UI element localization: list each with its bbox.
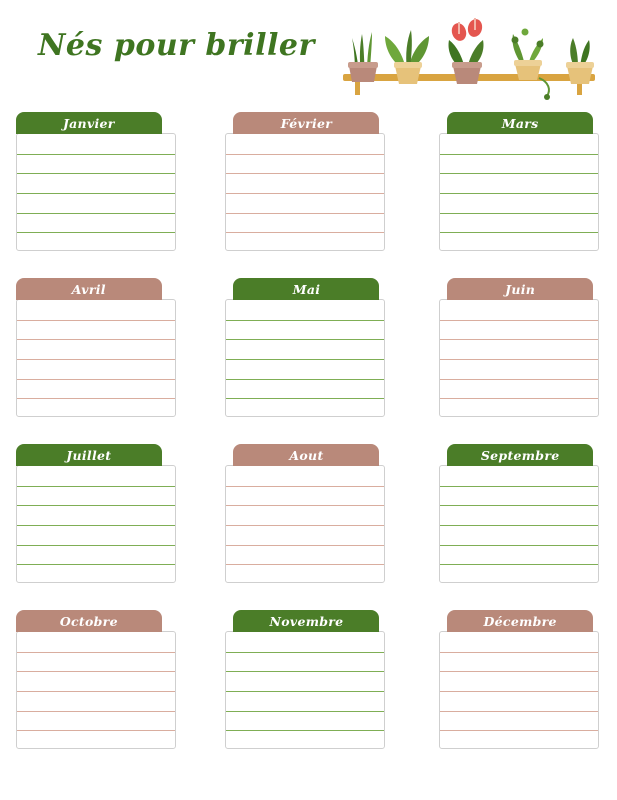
- month-card: [425, 444, 603, 610]
- note-rule: [440, 545, 598, 546]
- month-tab: [447, 610, 593, 632]
- note-rule: [440, 525, 598, 526]
- month-card: [219, 610, 397, 776]
- month-label: Janvier: [62, 115, 115, 131]
- month-label: Aout: [289, 447, 324, 463]
- note-rule: [440, 154, 598, 155]
- note-rule: [440, 232, 598, 233]
- month-tab: [233, 610, 379, 632]
- note-rule: [226, 154, 384, 155]
- note-rule: [440, 505, 598, 506]
- note-rule: [226, 232, 384, 233]
- note-rule: [226, 505, 384, 506]
- note-rule: [440, 691, 598, 692]
- note-rule: [17, 193, 175, 194]
- note-rule: [226, 173, 384, 174]
- month-card: [219, 278, 397, 444]
- month-label: Juillet: [66, 447, 112, 463]
- month-label: Octobre: [59, 613, 118, 629]
- month-tab: [233, 112, 379, 134]
- note-rule: [17, 730, 175, 731]
- month-notes-area[interactable]: [225, 631, 385, 749]
- month-notes-area[interactable]: [225, 299, 385, 417]
- month-label: Avril: [71, 281, 106, 297]
- month-card: [14, 278, 192, 444]
- note-rule: [226, 711, 384, 712]
- note-rule: [226, 213, 384, 214]
- month-label: Mai: [292, 281, 321, 297]
- month-tab: [16, 278, 162, 300]
- note-rule: [440, 711, 598, 712]
- month-label: Décembre: [483, 613, 557, 629]
- month-label: Mars: [501, 115, 539, 131]
- month-card: [14, 444, 192, 610]
- note-rule: [226, 691, 384, 692]
- note-rule: [440, 564, 598, 565]
- month-label: Février: [280, 115, 333, 131]
- note-rule: [226, 486, 384, 487]
- note-rule: [440, 213, 598, 214]
- month-notes-area[interactable]: [439, 465, 599, 583]
- note-rule: [226, 320, 384, 321]
- note-rule: [17, 154, 175, 155]
- note-rule: [226, 730, 384, 731]
- plant-shelf-illustration: [339, 4, 599, 104]
- month-notes-area[interactable]: [16, 631, 176, 749]
- month-notes-area[interactable]: [439, 299, 599, 417]
- note-rule: [226, 564, 384, 565]
- month-card: [425, 610, 603, 776]
- month-label: Septembre: [480, 447, 560, 463]
- month-notes-area[interactable]: [439, 133, 599, 251]
- note-rule: [17, 398, 175, 399]
- month-notes-area[interactable]: [16, 299, 176, 417]
- note-rule: [226, 545, 384, 546]
- note-rule: [17, 359, 175, 360]
- note-rule: [17, 652, 175, 653]
- month-tab: [233, 278, 379, 300]
- note-rule: [17, 525, 175, 526]
- month-grid: [0, 112, 617, 776]
- note-rule: [17, 545, 175, 546]
- page-header: [0, 0, 617, 108]
- note-rule: [440, 652, 598, 653]
- month-tab: [447, 278, 593, 300]
- note-rule: [440, 193, 598, 194]
- note-rule: [226, 398, 384, 399]
- month-notes-area[interactable]: [439, 631, 599, 749]
- note-rule: [17, 486, 175, 487]
- note-rule: [17, 173, 175, 174]
- note-rule: [440, 339, 598, 340]
- note-rule: [440, 359, 598, 360]
- month-notes-area[interactable]: [225, 133, 385, 251]
- note-rule: [17, 379, 175, 380]
- note-rule: [440, 730, 598, 731]
- note-rule: [226, 379, 384, 380]
- note-rule: [226, 193, 384, 194]
- month-notes-area[interactable]: [225, 465, 385, 583]
- note-rule: [440, 379, 598, 380]
- month-card: [219, 112, 397, 278]
- month-card: [425, 278, 603, 444]
- note-rule: [226, 525, 384, 526]
- month-tab: [16, 112, 162, 134]
- note-rule: [17, 564, 175, 565]
- month-tab: [447, 112, 593, 134]
- note-rule: [17, 339, 175, 340]
- note-rule: [226, 339, 384, 340]
- month-notes-area[interactable]: [16, 133, 176, 251]
- note-rule: [440, 486, 598, 487]
- month-label: Novembre: [269, 613, 344, 629]
- note-rule: [226, 652, 384, 653]
- note-rule: [17, 232, 175, 233]
- note-rule: [440, 398, 598, 399]
- month-card: [219, 444, 397, 610]
- month-tab: [447, 444, 593, 466]
- month-notes-area[interactable]: [16, 465, 176, 583]
- note-rule: [17, 320, 175, 321]
- note-rule: [17, 213, 175, 214]
- note-rule: [17, 671, 175, 672]
- page-title: Nés pour briller: [38, 28, 315, 63]
- month-card: [14, 610, 192, 776]
- month-card: [425, 112, 603, 278]
- note-rule: [17, 691, 175, 692]
- month-card: [14, 112, 192, 278]
- note-rule: [440, 320, 598, 321]
- note-rule: [17, 505, 175, 506]
- month-tab: [233, 444, 379, 466]
- note-rule: [226, 359, 384, 360]
- note-rule: [17, 711, 175, 712]
- month-label: Juin: [505, 281, 536, 297]
- month-tab: [16, 610, 162, 632]
- note-rule: [440, 173, 598, 174]
- note-rule: [226, 671, 384, 672]
- note-rule: [440, 671, 598, 672]
- month-tab: [16, 444, 162, 466]
